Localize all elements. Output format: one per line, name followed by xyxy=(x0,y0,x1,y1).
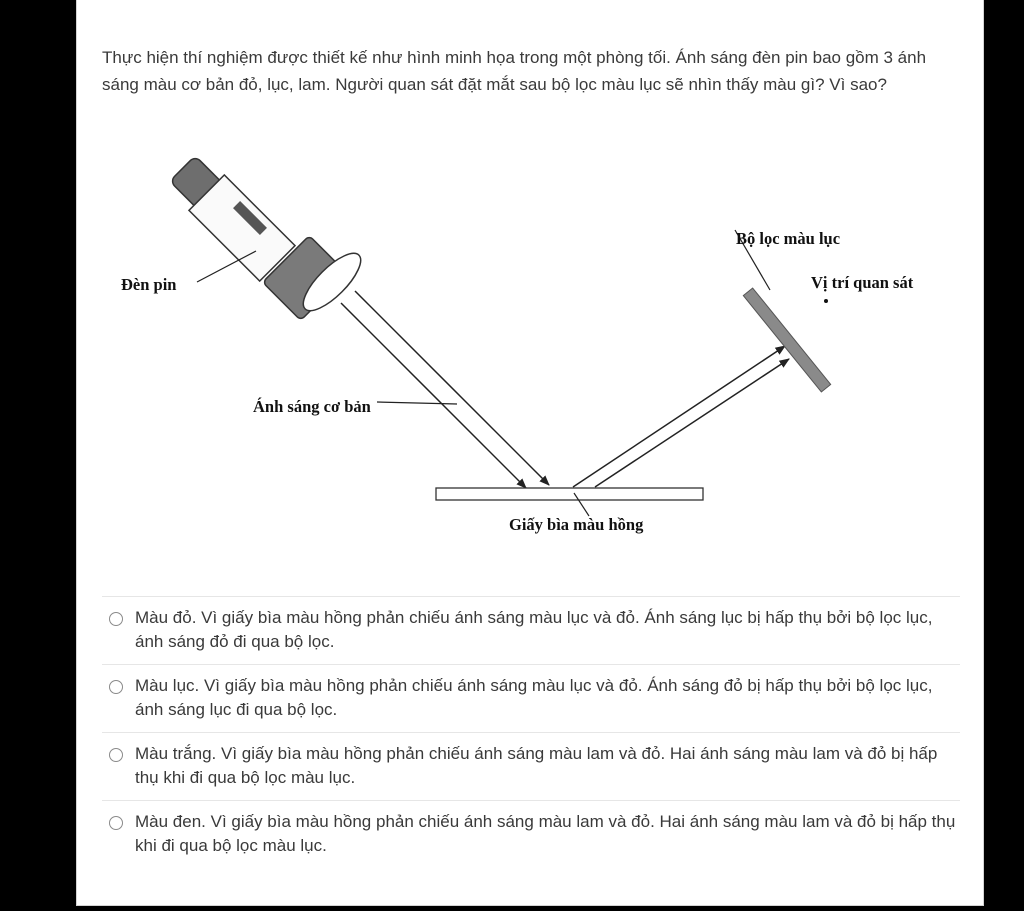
answer-text: Màu trắng. Vì giấy bìa màu hồng phản chiếu ánh sáng màu lam và đỏ. Hai ánh sáng màu lam và đỏ bị hấp thụ khi đi qua bộ lọc màu lục. xyxy=(135,744,938,787)
flashlight-icon xyxy=(170,156,369,321)
flashlight-label: Đèn pin xyxy=(121,275,177,294)
green-filter xyxy=(743,288,830,392)
pink-paper xyxy=(436,488,703,500)
radio-button[interactable] xyxy=(109,612,123,626)
light-pointer xyxy=(377,402,457,404)
radio-button[interactable] xyxy=(109,816,123,830)
experiment-figure xyxy=(77,150,983,550)
observer-dot xyxy=(824,299,828,303)
incident-light-rays xyxy=(341,291,549,488)
radio-button[interactable] xyxy=(109,680,123,694)
radio-button[interactable] xyxy=(109,748,123,762)
paper-label: Giấy bìa màu hồng xyxy=(509,515,644,534)
answer-text: Màu đen. Vì giấy bìa màu hồng phản chiếu ánh sáng màu lam và đỏ. Hai ánh sáng màu lam và đỏ bị hấp thụ khi đi qua bộ lọc màu lục. xyxy=(135,812,956,855)
question-text: Thực hiện thí nghiệm được thiết kế như hình minh họa trong một phòng tối. Ánh sáng đèn pin bao gồm 3 ánh sáng màu cơ bản đỏ, lục, lam. Người quan sát đặt mắt sau bộ lọc màu lục sẽ nhìn thấy màu gì? Vì sao? xyxy=(102,48,927,94)
answer-text: Màu đỏ. Vì giấy bìa màu hồng phản chiếu ánh sáng màu lục và đỏ. Ánh sáng lục bị hấp thụ bởi bộ lọc lục, ánh sáng đỏ đi qua bộ lọc. xyxy=(135,608,933,651)
question-card xyxy=(76,0,984,906)
answer-option[interactable] xyxy=(102,596,960,664)
answer-option[interactable] xyxy=(102,800,960,868)
answer-option[interactable] xyxy=(102,732,960,800)
light-label: Ánh sáng cơ bản xyxy=(253,397,371,416)
answer-text: Màu lục. Vì giấy bìa màu hồng phản chiếu ánh sáng màu lục và đỏ. Ánh sáng đỏ bị hấp thụ bởi bộ lọc lục, ánh sáng lục đi qua bộ lọc. xyxy=(135,676,933,719)
answer-options xyxy=(102,596,960,868)
observer-label: Vị trí quan sát xyxy=(811,273,914,292)
filter-label: Bộ lọc màu lục xyxy=(736,229,841,248)
reflected-light-rays xyxy=(573,346,789,487)
answer-option[interactable] xyxy=(102,664,960,732)
